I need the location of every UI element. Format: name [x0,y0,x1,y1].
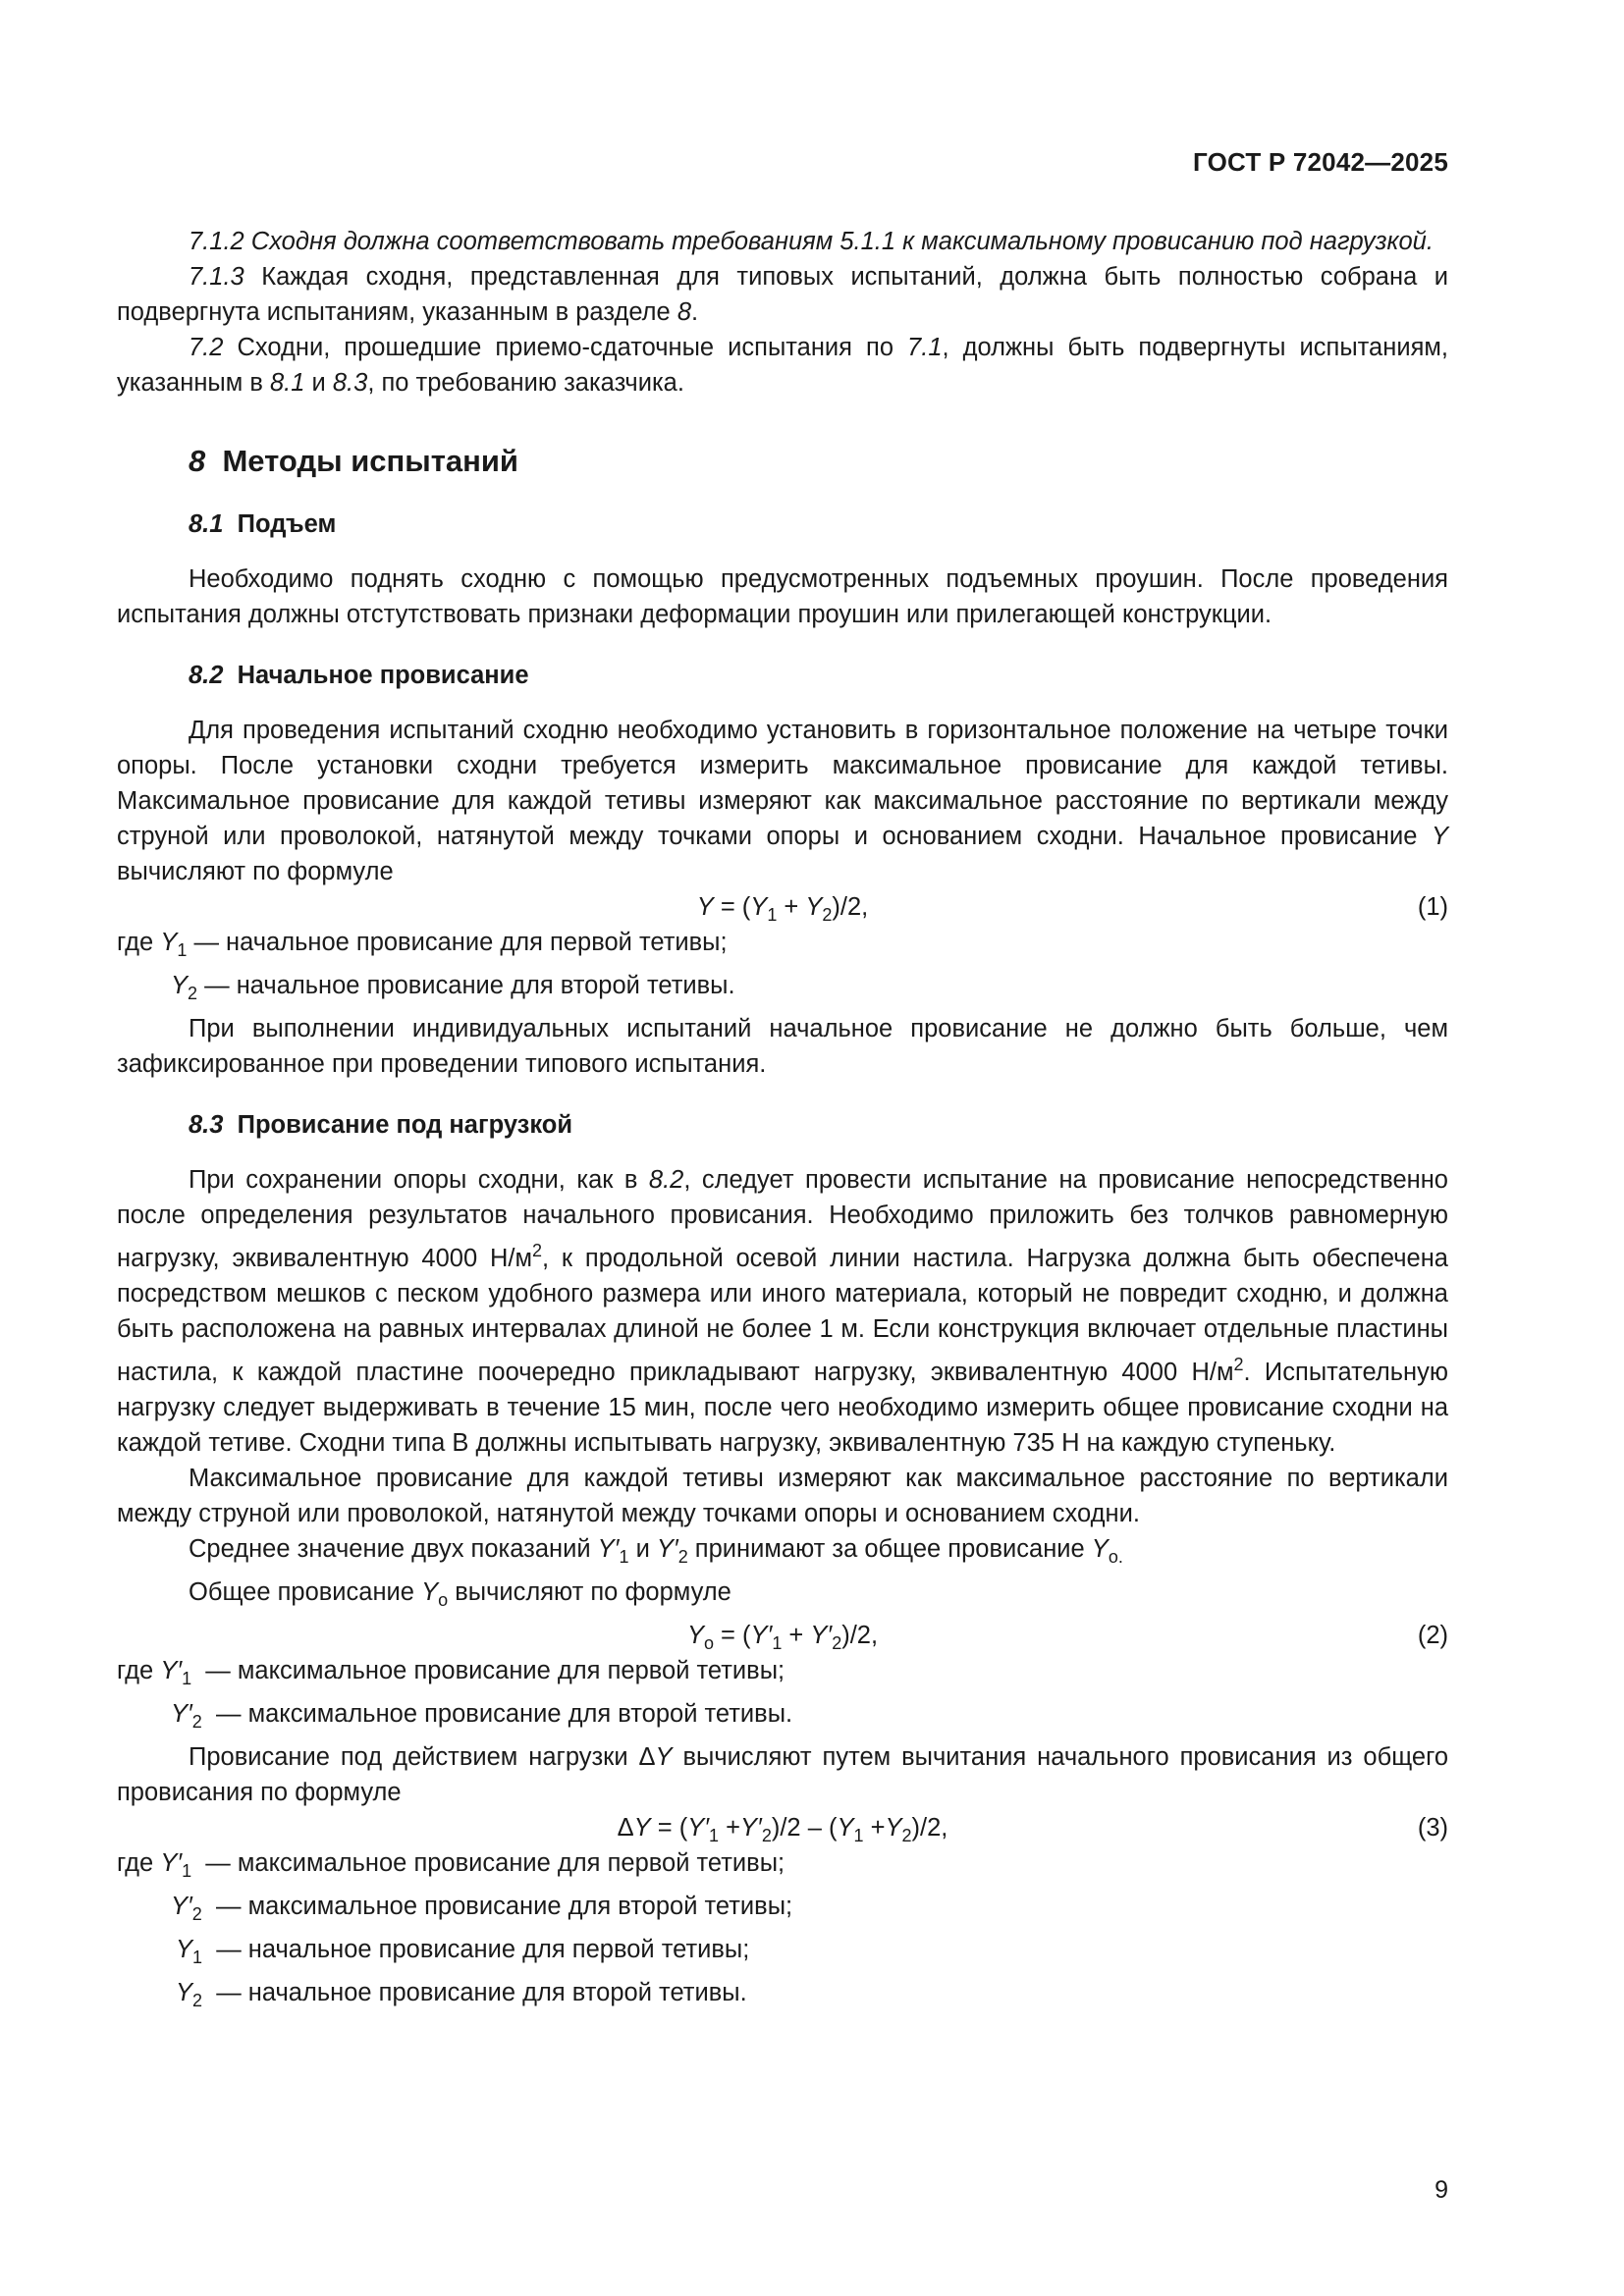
legend-text: — максимальное провисание для первой тетивы; [205,1849,785,1877]
paragraph-8-3-5: Провисание под действием нагрузки ΔY вычисляют путем вычитания начального провисания из общего провисания по формуле [117,1743,1448,1806]
formula-2 [117,1618,1448,1653]
legend-text: — максимальное провисание для второй тетивы; [215,1893,793,1920]
formula-3-legend [117,1845,1448,2018]
clause-reference: 7.1 [907,334,943,361]
formula-1-expression: $Y = (Y_1 + Y_2)/2$, [696,893,869,925]
paragraph-text: , следует провести испытание на провисание непосредственно после определения результатов начального провисания. Необходимо приложить без толчков равномерную нагрузку, эквивалентную 4000 Н/м [117,1166,1448,1272]
paragraph-8-3-3: Среднее значение двух показаний $Y'_1$ и $Y'_2$ принимают за общее провисание $Y_{о.}$ [189,1535,1123,1567]
paragraph-7-1-2 [117,224,1448,259]
legend-row [117,1653,1448,1696]
section-8-heading [189,442,1448,481]
clause-reference: 8.2 [648,1166,684,1194]
paragraph-text: , к продольной осевой линии настила. Нагрузка должна быть обеспечена посредством мешков с песком удобного размера или иного материала, который не повредит сходню, и должна быть расположена на равных интервалах длиной не более 1 м. Если конструкция включает отдельные пластины настила, к каждой пластине поочередно прикладывают нагрузку, эквивалентную 4000 Н/м [117,1245,1448,1386]
paragraph-8-2-note: При выполнении индивидуальных испытаний начальное провисание не должно быть больше, чем зафиксированное при проведении типового испытания. [117,1015,1448,1078]
formula-3-number: (3) [1417,1814,1448,1842]
paragraph-text: Общее провисание [189,1578,422,1606]
formula-1 [117,889,1448,925]
subsection-title: Начальное провисание [237,662,529,689]
paragraph-text: вычисляют по формуле [448,1578,731,1606]
symbol-Y: Y [1431,823,1448,850]
subsection-number: 8.2 [189,662,224,689]
legend-symbol: $Y'_2$ [171,1893,202,1924]
paragraph-7-1-2-text: 7.1.2 Сходня должна соответствовать требованиям 5.1.1 к максимальному провисанию под нагрузкой. [189,228,1434,255]
formula-2-legend [117,1653,1448,1739]
paragraph-text: Среднее значение двух показаний [189,1535,598,1563]
section-title: Методы испытаний [222,444,518,478]
legend-symbol: $Y_1$ [176,1936,203,1967]
paragraph-text: Провисание под действием нагрузки [189,1743,639,1771]
legend-row [117,1696,1448,1739]
superscript: 2 [532,1241,543,1260]
paragraph-text: и [304,369,333,397]
legend-text: — максимальное провисание для первой тетивы; [205,1657,785,1684]
page-number: 9 [1435,2176,1448,2204]
document-code-header: ГОСТ Р 72042—2025 [1193,147,1448,177]
paragraph-text: Каждая сходня, представленная для типовых испытаний, должна быть полностью собрана и подвергнута испытаниям, указанным в разделе [117,263,1448,326]
legend-prefix: где $Y'_1$ [117,1849,192,1881]
formula-2-expression: $Y_о = (Y'_1 + Y'_2)/2$, [686,1622,879,1653]
formula-1-number: (1) [1417,893,1448,921]
legend-text: — максимальное провисание для второй тетивы. [215,1700,793,1728]
paragraph-7-2 [117,330,1448,400]
legend-row [117,925,1448,968]
subsection-number: 8.1 [189,510,224,538]
paragraph-8-3-2: Максимальное провисание для каждой тетивы измеряют как максимальное расстояние по вертикали между струной или проволокой, натянутой между точками опоры и основанием сходни. [117,1465,1448,1527]
legend-symbol: $Y_2$ [171,972,198,1003]
clause-number: 7.2 [189,334,224,361]
legend-row [117,968,1448,1011]
paragraph-8-2 [117,713,1448,889]
superscript: 2 [1233,1355,1244,1374]
paragraph-text: При сохранении опоры сходни, как в [189,1166,649,1194]
paragraph-8-3-1 [117,1162,1448,1461]
paragraph-text: Для проведения испытаний сходню необходимо установить в горизонтальное положение на четыре точки опоры. После установки сходни требуется измерить максимальное провисание для каждой тетивы. Максимальное провисание для каждой тетивы измеряют как максимальное расстояние по вертикали между струной или проволокой, натянутой между точками опоры и основанием сходни. Начальное провисание [117,717,1448,850]
legend-prefix: где $Y'_1$ [117,1657,192,1688]
legend-row [117,1845,1448,1889]
clause-reference: 8.1 [269,369,305,397]
legend-row [117,1889,1448,1932]
subsection-8-2-heading [189,658,1448,693]
subsection-8-1-heading [189,507,1448,542]
legend-symbol: $Y'_2$ [171,1700,202,1732]
paragraph-text: и [628,1535,657,1563]
clause-number: 7.1.3 [189,263,244,291]
paragraph-text: . Испытательную нагрузку следует выдерживать в течение 15 мин, после чего необходимо измерить общее провисание сходни на каждой тетиве. Сходни типа В должны испытывать нагрузку, эквивалентную 735 Н на каждую ступеньку. [117,1359,1449,1457]
paragraph-text: , по требованию заказчика. [367,369,684,397]
punctuation: . [691,298,699,326]
formula-1-legend [117,925,1448,1011]
formula-2-number: (2) [1417,1622,1448,1649]
legend-symbol: $Y_2$ [176,1979,203,2010]
paragraph-text: вычисляют путем вычитания начального провисания из общего провисания по формуле [117,1743,1448,1806]
legend-text: — начальное провисание для первой тетивы; [193,929,728,956]
legend-row [117,1932,1448,1975]
paragraph-8-1: Необходимо поднять сходню с помощью предусмотренных подъемных проушин. После проведения испытания должны отстутствовать признаки деформации проушин или прилегающей конструкции. [117,565,1448,628]
legend-text: — начальное провисание для первой тетивы; [216,1936,750,1963]
clause-reference: 8.3 [332,369,368,397]
legend-row [117,1975,1448,2018]
paragraph-text: вычисляют по формуле [117,858,394,885]
legend-text: — начальное провисание для второй тетивы. [216,1979,747,2006]
paragraph-text: принимают за общее провисание [687,1535,1092,1563]
subsection-title: Провисание под нагрузкой [237,1111,573,1139]
paragraph-8-3-4: Общее провисание $Y_о$ вычисляют по формуле [189,1578,731,1610]
paragraph-text: , должны быть подвергнуты испытаниям, указанным в [117,334,1448,397]
paragraph-7-1-3 [117,259,1448,330]
formula-3 [117,1810,1448,1845]
section-number: 8 [189,444,206,478]
legend-text: — начальное провисание для второй тетивы. [204,972,735,999]
document-body [117,224,1448,2018]
subsection-number: 8.3 [189,1111,224,1139]
formula-3-expression: $\Delta Y = (Y'_1 +Y'_2)/2 - (Y_1 +Y_2)/2$, [617,1814,948,1845]
paragraph-text: Сходни, прошедшие приемо-сдаточные испытания по [223,334,908,361]
legend-prefix: где $Y_1$ [117,929,188,960]
subsection-8-3-heading [189,1107,1448,1143]
subsection-title: Подъем [237,510,337,538]
section-reference: 8 [677,298,691,326]
